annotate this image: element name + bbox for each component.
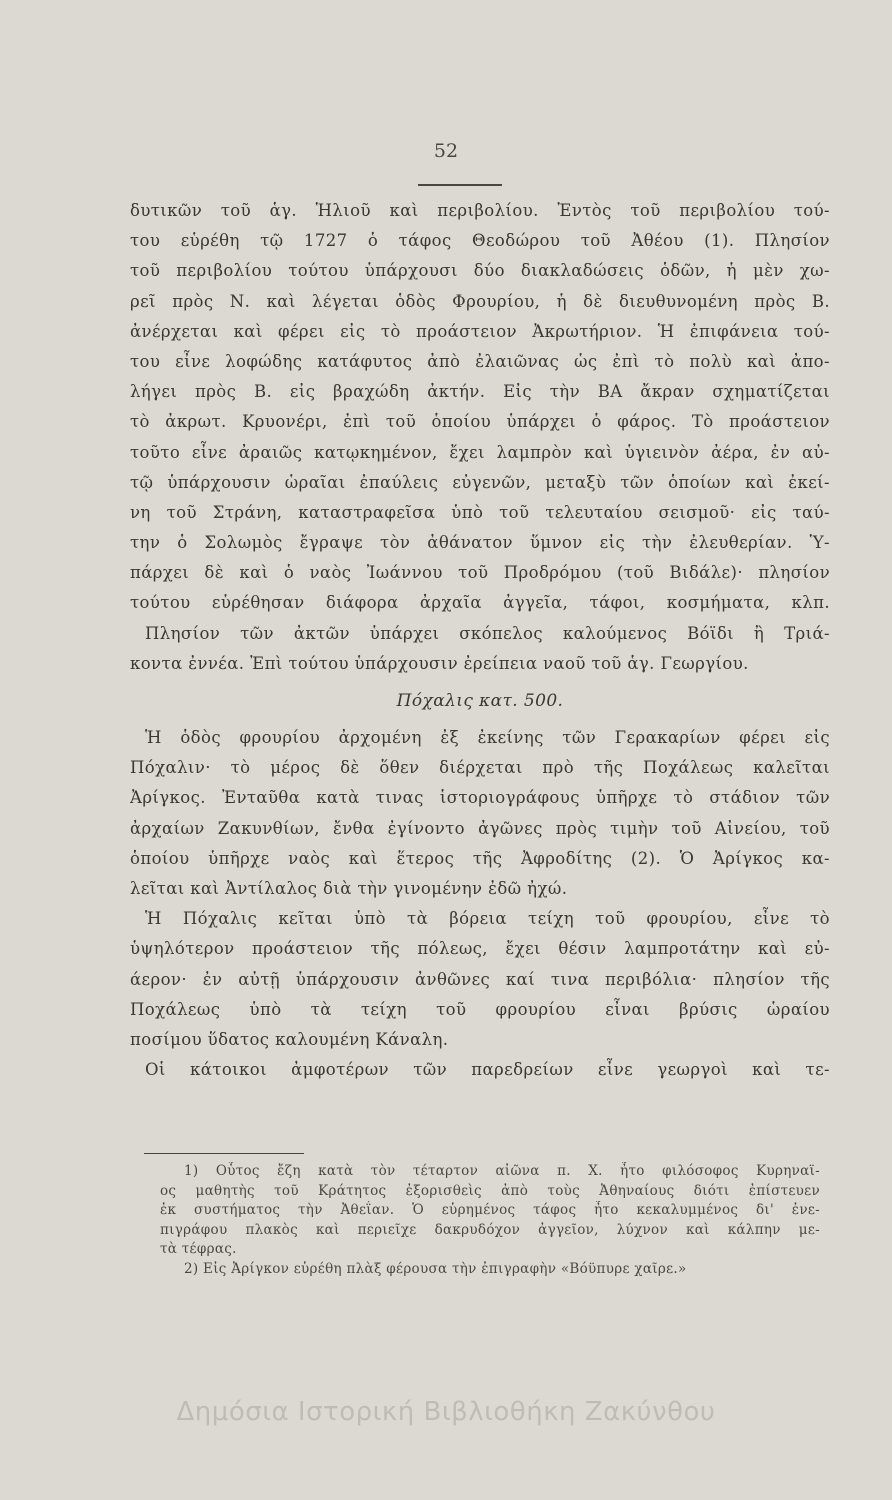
text-line: του εὑρέθη τῷ 1727 ὁ τάφος Θεοδώρου τοῦ Ἀθέου (1). Πλησίον (130, 231, 830, 251)
text-line: τοῦ περιβολίου τούτου ὑπάρχουσι δύο διακλαδώσεις ὁδῶν, ἡ μὲν χω- (130, 261, 830, 281)
footnote-line: πιγράφου πλακὸς καὶ περιεῖχε δακρυδόχον ἀγγεῖον, λύχνον καὶ κάλπην με- (160, 1221, 820, 1238)
header-rule (418, 184, 502, 186)
text-line: δυτικῶν τοῦ ἁγ. Ἡλιοῦ καὶ περιβολίου. Ἐντὸς τοῦ περιβολίου τού- (130, 201, 830, 220)
text-line: ἀνέρχεται καὶ φέρει εἰς τὸ προάστειον Ἀκρωτήριον. Ἡ ἐπιφάνεια τού- (130, 321, 830, 341)
footnote-line: ος μαθητὴς τοῦ Κράτητος ἐξορισθεὶς ἀπὸ τοὺς Ἀθηναίους διότι ἐπίστευεν (160, 1182, 820, 1199)
text-line: λήγει πρὸς Β. εἰς βραχώδη ἀκτήν. Εἰς τὴν ΒΑ ἄκραν σχηματίζεται (130, 382, 830, 402)
text-line: ποσίμου ὕδατος καλουμένη Κάναλη. (130, 1029, 449, 1049)
text-line: του εἶνε λοφώδης κατάφυτος ἀπὸ ἐλαιῶνας ὡς ἐπὶ τὸ πολὺ καὶ ἀπο- (130, 351, 830, 371)
section-heading: Πόχαλις κατ. 500. (396, 691, 564, 711)
footnote-line: 1) Οὗτος ἔζη κατὰ τὸν τέταρτον αἰῶνα π. Χ. ἦτο φιλόσοφος Κυρηναϊ- (184, 1163, 820, 1179)
page-number: 52 (433, 140, 459, 162)
text-line: λεῖται καὶ Ἀντίλαλος διὰ τὴν γινομένην ἐδῶ ἠχώ. (130, 878, 568, 898)
text-line: τὸ ἀκρωτ. Κρυονέρι, ἐπὶ τοῦ ὁποίου ὑπάρχει ὁ φάρος. Τὸ προάστειον (130, 412, 830, 432)
text-line: πάρχει δὲ καὶ ὁ ναὸς Ἰωάννου τοῦ Προδρόμου (τοῦ Βιδάλε)· πλησίον (130, 563, 830, 583)
text-line: Ποχάλεως ὑπὸ τὰ τείχη τοῦ φρουρίου εἶναι βρύσις ὡραίου (130, 999, 830, 1019)
text-line: άερον· ἐν αὐτῇ ὑπάρχουσιν ἀνθῶνες καί τινα περιβόλια· πλησίον τῆς (130, 969, 830, 989)
text-line: Πόχαλιν· τὸ μέρος δὲ ὅθεν διέρχεται πρὸ τῆς Ποχάλεως καλεῖται (130, 758, 830, 778)
text-line: ἀρχαίων Ζακυνθίων, ἔνθα ἐγίνοντο ἀγῶνες πρὸς τιμὴν τοῦ Αἰνείου, τοῦ (130, 818, 830, 838)
footnote-line: τὰ τέφρας. (160, 1241, 237, 1257)
footnote-line: ἐκ συστήματος τὴν Ἀθεΐαν. Ὁ εὑρημένος τάφος ἦτο κεκαλυμμένος δι' ἐνε- (160, 1202, 820, 1218)
text-line: Ἡ Πόχαλις κεῖται ὑπὸ τὰ βόρεια τείχη τοῦ φρουρίου, εἶνε τὸ (145, 909, 830, 929)
library-watermark: Δημόσια Ιστορική Βιβλιοθήκη Ζακύνθου (176, 1397, 716, 1427)
footnotes (160, 1162, 820, 1279)
text-line: ρεῖ πρὸς Ν. καὶ λέγεται ὁδὸς Φρουρίου, ἡ δὲ διευθυνομένη πρὸς Β. (130, 291, 830, 311)
text-line: Ἀρίγκος. Ἐνταῦθα κατὰ τινας ἱστοριογράφους ὑπῆρχε τὸ στάδιον τῶν (130, 788, 830, 808)
text-line: τοῦτο εἶνε ἀραιῶς κατῳκημένον, ἔχει λαμπρὸν καὶ ὑγιεινὸν ἀέρα, ἐν αὐ- (130, 442, 830, 462)
body-text (130, 196, 830, 1085)
footnote-rule (144, 1153, 304, 1154)
text-line: Ἡ ὁδὸς φρουρίου ἀρχομένη ἐξ ἐκείνης τῶν Γερακαρίων φέρει εἰς (145, 728, 830, 747)
text-line: κοντα ἐννέα. Ἐπὶ τούτου ὑπάρχουσιν ἐρείπεια ναοῦ τοῦ ἁγ. Γεωργίου. (130, 653, 749, 673)
text-line: Οἱ κάτοικοι ἀμφοτέρων τῶν παρεδρείων εἶνε γεωργοὶ καὶ τε- (145, 1060, 830, 1080)
text-line: τούτου εὑρέθησαν διάφορα ἀρχαῖα ἀγγεῖα, τάφοι, κοσμήματα, κλπ. (130, 593, 830, 613)
text-line: ὑψηλότερον προάστειον τῆς πόλεως, ἔχει θέσιν λαμπροτάτην καὶ εὐ- (130, 939, 830, 959)
text-line: τῷ ὑπάρχουσιν ὡραῖαι ἐπαύλεις εὐγενῶν, μεταξὺ τῶν ὁποίων καὶ ἐκεί- (130, 472, 830, 492)
footnote-line: 2) Εἰς Ἀρίγκον εὑρέθη πλὰξ φέρουσα τὴν ἐπιγραφὴν «Βόϋπυρε χαῖρε.» (184, 1260, 687, 1277)
text-line: την ὁ Σολωμὸς ἔγραψε τὸν ἀθάνατον ὕμνον εἰς τὴν ἐλευθερίαν. Ὑ- (130, 533, 830, 553)
text-line: ὁποίου ὑπῆρχε ναὸς καὶ ἕτερος τῆς Ἀφροδίτης (2). Ὁ Ἀρίγκος κα- (130, 848, 830, 868)
text-line: Πλησίον τῶν ἀκτῶν ὑπάρχει σκόπελος καλούμενος Βόϊδι ἢ Τριά- (145, 623, 830, 643)
text-line: νη τοῦ Στράνη, καταστραφεῖσα ὑπὸ τοῦ τελευταίου σεισμοῦ· εἰς ταύ- (130, 502, 830, 522)
